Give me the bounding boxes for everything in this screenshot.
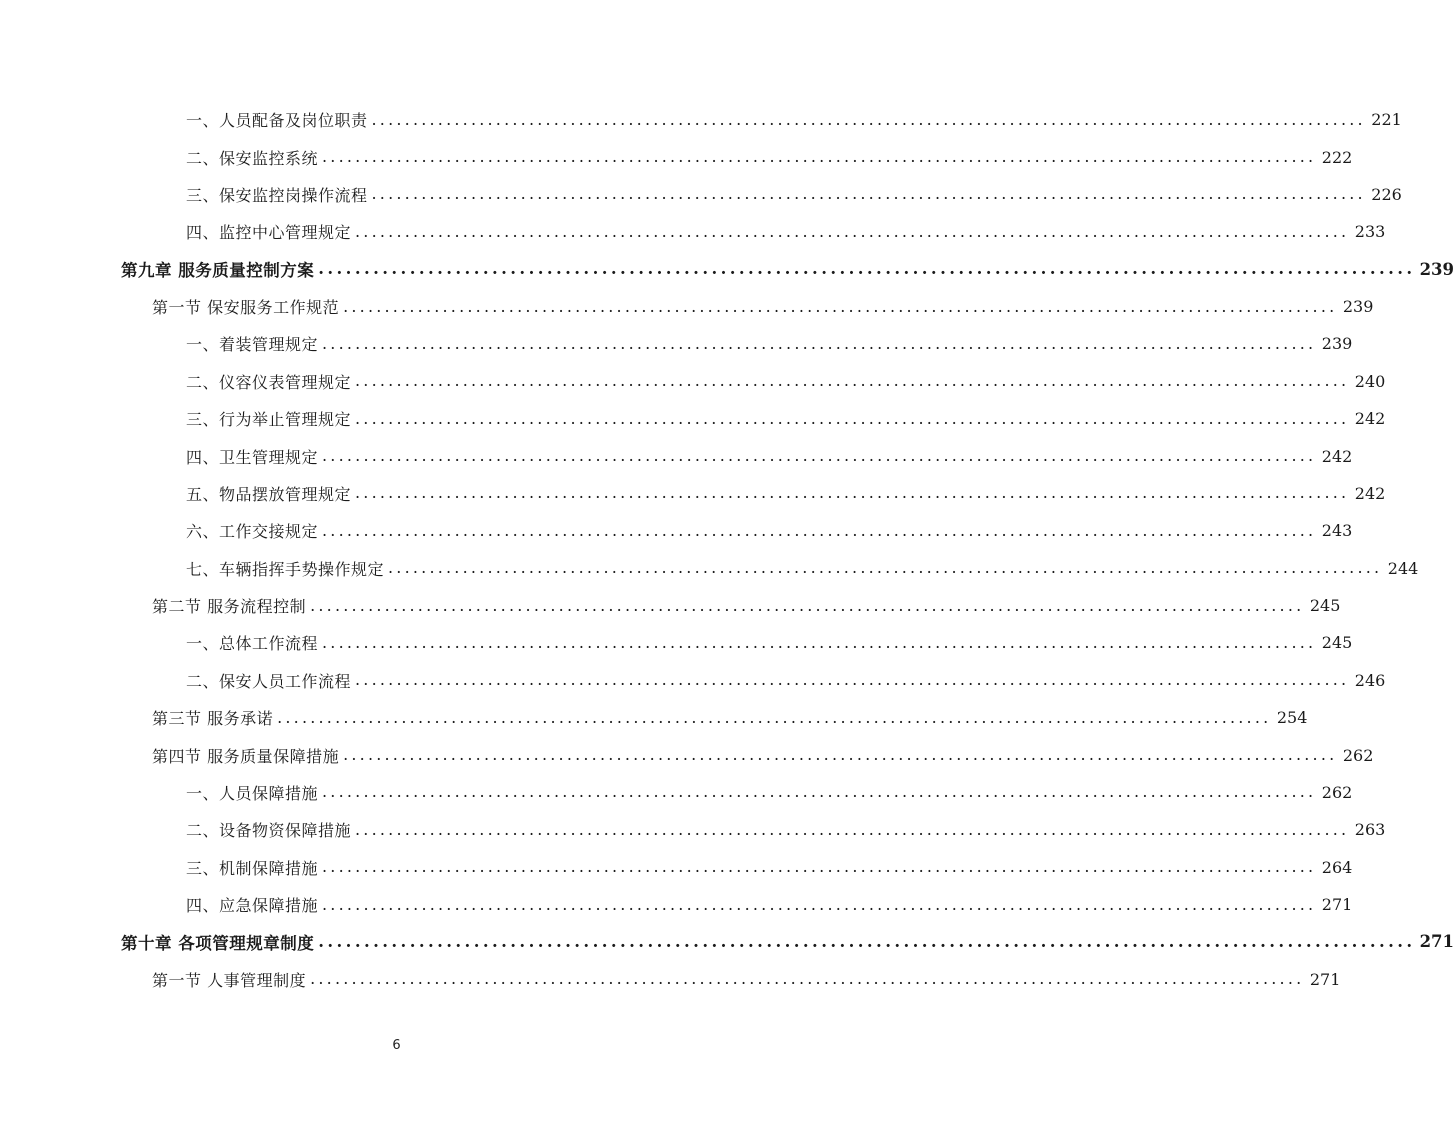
toc-leader-dots: ........................................................................................................................ <box>322 520 1317 540</box>
toc-entry-page: 242 <box>1354 483 1386 503</box>
toc-entry[interactable] <box>0 176 1402 213</box>
toc-entry-page: 233 <box>1354 222 1386 242</box>
toc-entry-page: 242 <box>1321 446 1353 466</box>
toc-leader-dots: ........................................................................................................................ <box>322 147 1317 167</box>
toc-entry-page: 222 <box>1321 147 1353 167</box>
toc-entry[interactable] <box>0 849 1353 886</box>
toc-chapter-entry[interactable] <box>0 923 1454 960</box>
toc-entry-page: 240 <box>1354 371 1386 391</box>
toc-entry-label: 二、保安人员工作流程 <box>186 671 352 691</box>
toc-leader-dots: ........................................................................................................................ <box>322 446 1317 466</box>
toc-entry-page: 246 <box>1354 670 1386 690</box>
toc-entry-label: 三、机制保障措施 <box>186 858 319 878</box>
toc-section-entry[interactable] <box>0 961 1341 998</box>
toc-entry-page: 239 <box>1342 297 1374 317</box>
toc-leader-dots: ........................................................................................................................ <box>355 221 1350 241</box>
toc-entry-page: 221 <box>1371 110 1402 130</box>
toc-leader-dots: ........................................................................................................................ <box>388 558 1383 578</box>
toc-entry-label: 四、卫生管理规定 <box>186 447 319 467</box>
toc-leader-dots: ........................................................................................................................ <box>277 707 1272 727</box>
toc-entry-page: 254 <box>1276 708 1308 728</box>
toc-leader-dots: ........................................................................................................................ <box>355 371 1350 391</box>
toc-entry-page: 244 <box>1387 558 1419 578</box>
toc-entry-label: 一、人员保障措施 <box>186 783 319 803</box>
toc-leader-dots: ........................................................................................................................ <box>322 894 1317 914</box>
toc-entry-page: 263 <box>1354 820 1386 840</box>
page-number: 6 <box>392 1038 401 1053</box>
toc-entry-label: 一、着装管理规定 <box>186 335 319 355</box>
toc-section-entry[interactable] <box>0 699 1308 736</box>
toc-entry[interactable] <box>0 886 1353 923</box>
toc-entry-label: 二、仪容仪表管理规定 <box>186 372 352 392</box>
toc-leader-dots: ........................................................................................................................ <box>322 782 1317 802</box>
toc-entry-label: 第二节 服务流程控制 <box>152 597 307 617</box>
toc-entry-label: 第一节 人事管理制度 <box>152 970 307 990</box>
toc-leader-dots: ........................................................................................................................ <box>343 296 1338 316</box>
table-of-contents <box>0 101 1454 998</box>
toc-leader-dots: ........................................................................................................................ <box>310 595 1305 615</box>
toc-leader-dots: ........................................................................................................................ <box>310 969 1305 989</box>
toc-entry-label: 二、设备物资保障措施 <box>186 821 352 841</box>
toc-entry[interactable] <box>0 325 1353 362</box>
toc-entry[interactable] <box>0 138 1353 175</box>
toc-entry-page: 262 <box>1342 745 1374 765</box>
toc-entry-label: 第一节 保安服务工作规范 <box>152 298 340 318</box>
toc-entry[interactable] <box>0 662 1386 699</box>
toc-leader-dots: ........................................................................................................................ <box>322 632 1317 652</box>
toc-leader-dots: ........................................................................................................................ <box>355 670 1350 690</box>
toc-leader-dots: ........................................................................................................................ <box>343 745 1338 765</box>
toc-entry[interactable] <box>0 363 1386 400</box>
toc-entry[interactable] <box>0 624 1353 661</box>
toc-leader-dots: ........................................................................................................................ <box>355 483 1350 503</box>
toc-leader-dots: ........................................................................................................................ <box>318 258 1416 278</box>
toc-entry-page: 242 <box>1354 409 1386 429</box>
toc-entry-page: 239 <box>1419 259 1454 279</box>
toc-entry-page: 239 <box>1321 334 1353 354</box>
toc-entry-label: 三、行为举止管理规定 <box>186 410 352 430</box>
toc-entry-label: 一、人员配备及岗位职责 <box>186 111 368 131</box>
toc-leader-dots: ........................................................................................................................ <box>371 184 1366 204</box>
toc-entry[interactable] <box>0 437 1353 474</box>
toc-leader-dots: ........................................................................................................................ <box>371 109 1366 129</box>
toc-entry-page: 271 <box>1321 895 1353 915</box>
toc-leader-dots: ........................................................................................................................ <box>355 408 1350 428</box>
toc-entry-page: 262 <box>1321 782 1353 802</box>
toc-entry-page: 271 <box>1309 969 1341 989</box>
toc-entry-page: 245 <box>1321 633 1353 653</box>
toc-entry-label: 五、物品摆放管理规定 <box>186 484 352 504</box>
toc-entry-page: 243 <box>1321 521 1353 541</box>
toc-entry-page: 271 <box>1419 932 1454 952</box>
toc-entry-label: 七、车辆指挥手势操作规定 <box>186 559 385 579</box>
toc-leader-dots: ........................................................................................................................ <box>355 819 1350 839</box>
toc-entry-label: 第九章 服务质量控制方案 <box>121 261 315 281</box>
toc-entry-label: 二、保安监控系统 <box>186 148 319 168</box>
toc-entry-label: 第三节 服务承诺 <box>152 709 274 729</box>
toc-entry-label: 第十章 各项管理规章制度 <box>121 933 315 953</box>
toc-entry[interactable] <box>0 774 1353 811</box>
toc-entry-page: 226 <box>1371 184 1402 204</box>
toc-entry[interactable] <box>0 101 1402 138</box>
toc-section-entry[interactable] <box>0 288 1374 325</box>
toc-entry-label: 第四节 服务质量保障措施 <box>152 746 340 766</box>
toc-entry[interactable] <box>0 811 1386 848</box>
toc-entry[interactable] <box>0 550 1419 587</box>
toc-entry-label: 四、应急保障措施 <box>186 896 319 916</box>
toc-entry[interactable] <box>0 213 1386 250</box>
toc-chapter-entry[interactable] <box>0 251 1454 288</box>
toc-entry-page: 264 <box>1321 857 1353 877</box>
toc-leader-dots: ........................................................................................................................ <box>318 931 1416 951</box>
toc-section-entry[interactable] <box>0 587 1341 624</box>
toc-leader-dots: ........................................................................................................................ <box>322 857 1317 877</box>
toc-entry-label: 一、总体工作流程 <box>186 634 319 654</box>
toc-entry-label: 四、监控中心管理规定 <box>186 223 352 243</box>
toc-entry[interactable] <box>0 512 1353 549</box>
toc-entry[interactable] <box>0 400 1386 437</box>
toc-entry-label: 六、工作交接规定 <box>186 522 319 542</box>
toc-entry-page: 245 <box>1309 596 1341 616</box>
toc-entry[interactable] <box>0 475 1386 512</box>
toc-section-entry[interactable] <box>0 736 1374 773</box>
toc-entry-label: 三、保安监控岗操作流程 <box>186 185 368 205</box>
toc-leader-dots: ........................................................................................................................ <box>322 333 1317 353</box>
